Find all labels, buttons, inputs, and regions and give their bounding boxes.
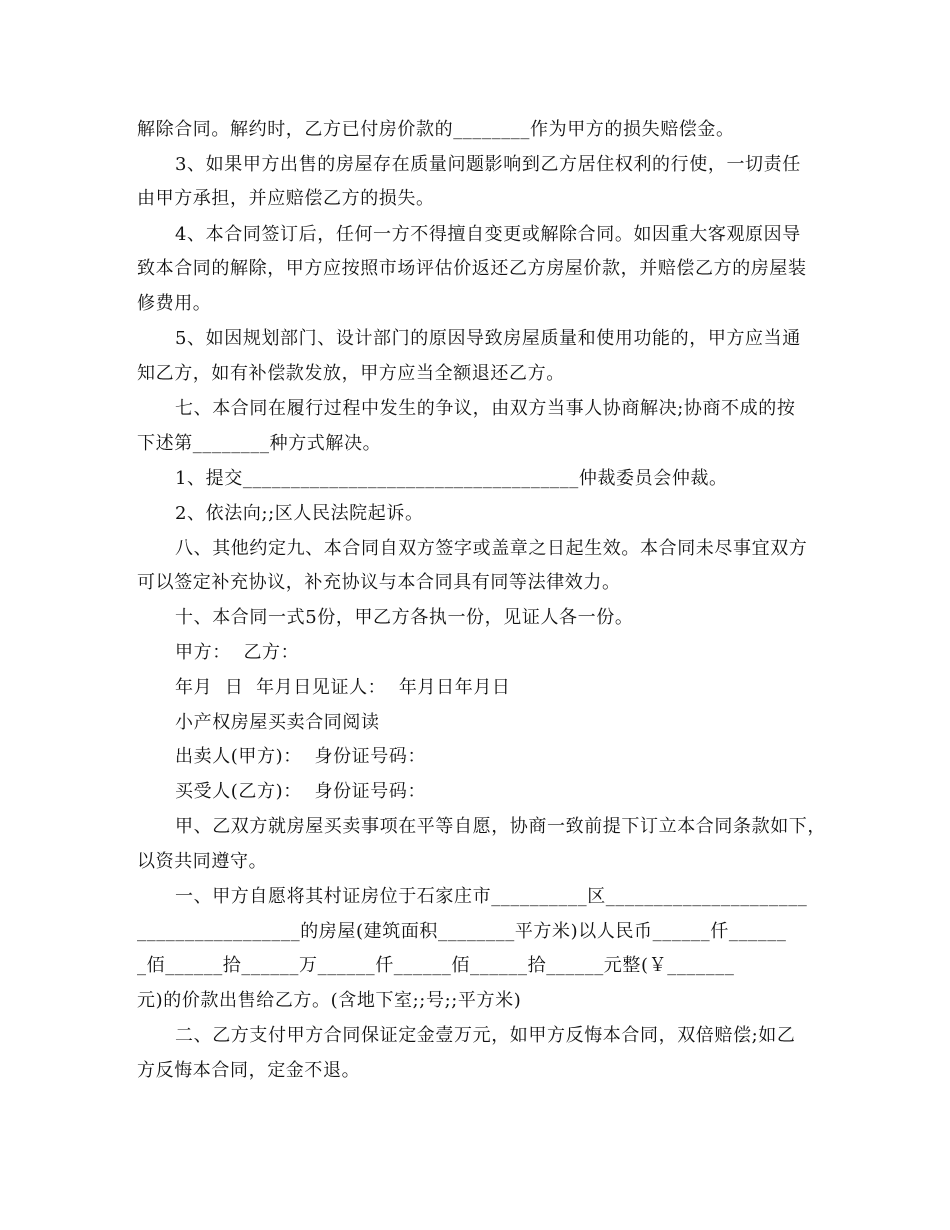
text-line: 十、本合同一式5份，甲乙方各执一份，见证人各一份。 bbox=[175, 607, 634, 628]
text-line: 3、如果甲方出售的房屋存在质量问题影响到乙方居住权利的行使，一切责任 bbox=[175, 154, 801, 175]
text-line: _________________的房屋(建筑面积________平方米)以人民币______仟______ bbox=[137, 921, 787, 942]
text-line: 2、依法向;;区人民法院起诉。 bbox=[175, 503, 424, 524]
text-line: 1、提交___________________________________仲裁委员会仲裁。 bbox=[175, 468, 728, 489]
section-title: 小产权房屋买卖合同阅读 bbox=[175, 712, 380, 733]
seller-line: 出卖人(甲方)： 身份证号码： bbox=[175, 746, 427, 767]
text-line: 5、如因规划部门、设计部门的原因导致房屋质量和使用功能的，甲方应当通 bbox=[175, 328, 801, 349]
text-line: 二、乙方支付甲方合同保证定金壹万元，如甲方反悔本合同，双倍赔偿;如乙 bbox=[175, 1025, 796, 1046]
text-line: 由甲方承担，并应赔偿乙方的损失。 bbox=[137, 188, 435, 209]
text-line: 甲、乙双方就房屋买卖事项在平等自愿，协商一致前提下订立本合同条款如下， bbox=[175, 816, 826, 837]
text-line: 以资共同遵守。 bbox=[137, 851, 268, 872]
text-line: 方反悔本合同，定金不退。 bbox=[137, 1060, 361, 1081]
text-line: 可以签定补充协议，补充协议与本合同具有同等法律效力。 bbox=[137, 572, 621, 593]
text-line: 致本合同的解除，甲方应按照市场评估价返还乙方房屋价款，并赔偿乙方的房屋装 bbox=[137, 258, 807, 279]
text-line: 一、甲方自愿将其村证房位于石家庄市__________区_____________________ bbox=[175, 886, 808, 907]
text-line: 解除合同。解约时，乙方已付房价款的________作为甲方的损失赔偿金。 bbox=[137, 119, 735, 140]
date-line: 年月 日 年月日见证人： 年月日年月日 bbox=[175, 677, 511, 698]
text-line: 修费用。 bbox=[137, 293, 212, 314]
text-line: 知乙方，如有补偿款发放，甲方应当全额退还乙方。 bbox=[137, 363, 565, 384]
text-line: _佰______拾______万______仟______佰______拾______元整(￥_______ bbox=[137, 955, 735, 976]
text-line: 八、其他约定九、本合同自双方签字或盖章之日起生效。本合同未尽事宜双方 bbox=[175, 538, 808, 559]
text-line: 元)的价款出售给乙方。(含地下室;;号;;平方米) bbox=[137, 990, 522, 1011]
signature-line: 甲方： 乙方： bbox=[175, 642, 300, 663]
text-line: 七、本合同在履行过程中发生的争议，由双方当事人协商解决;协商不成的按 bbox=[175, 398, 796, 419]
text-line: 下述第________种方式解决。 bbox=[137, 433, 382, 454]
buyer-line: 买受人(乙方)： 身份证号码： bbox=[175, 781, 427, 802]
text-line: 4、本合同签订后，任何一方不得擅自变更或解除合同。如因重大客观原因导 bbox=[175, 224, 801, 245]
